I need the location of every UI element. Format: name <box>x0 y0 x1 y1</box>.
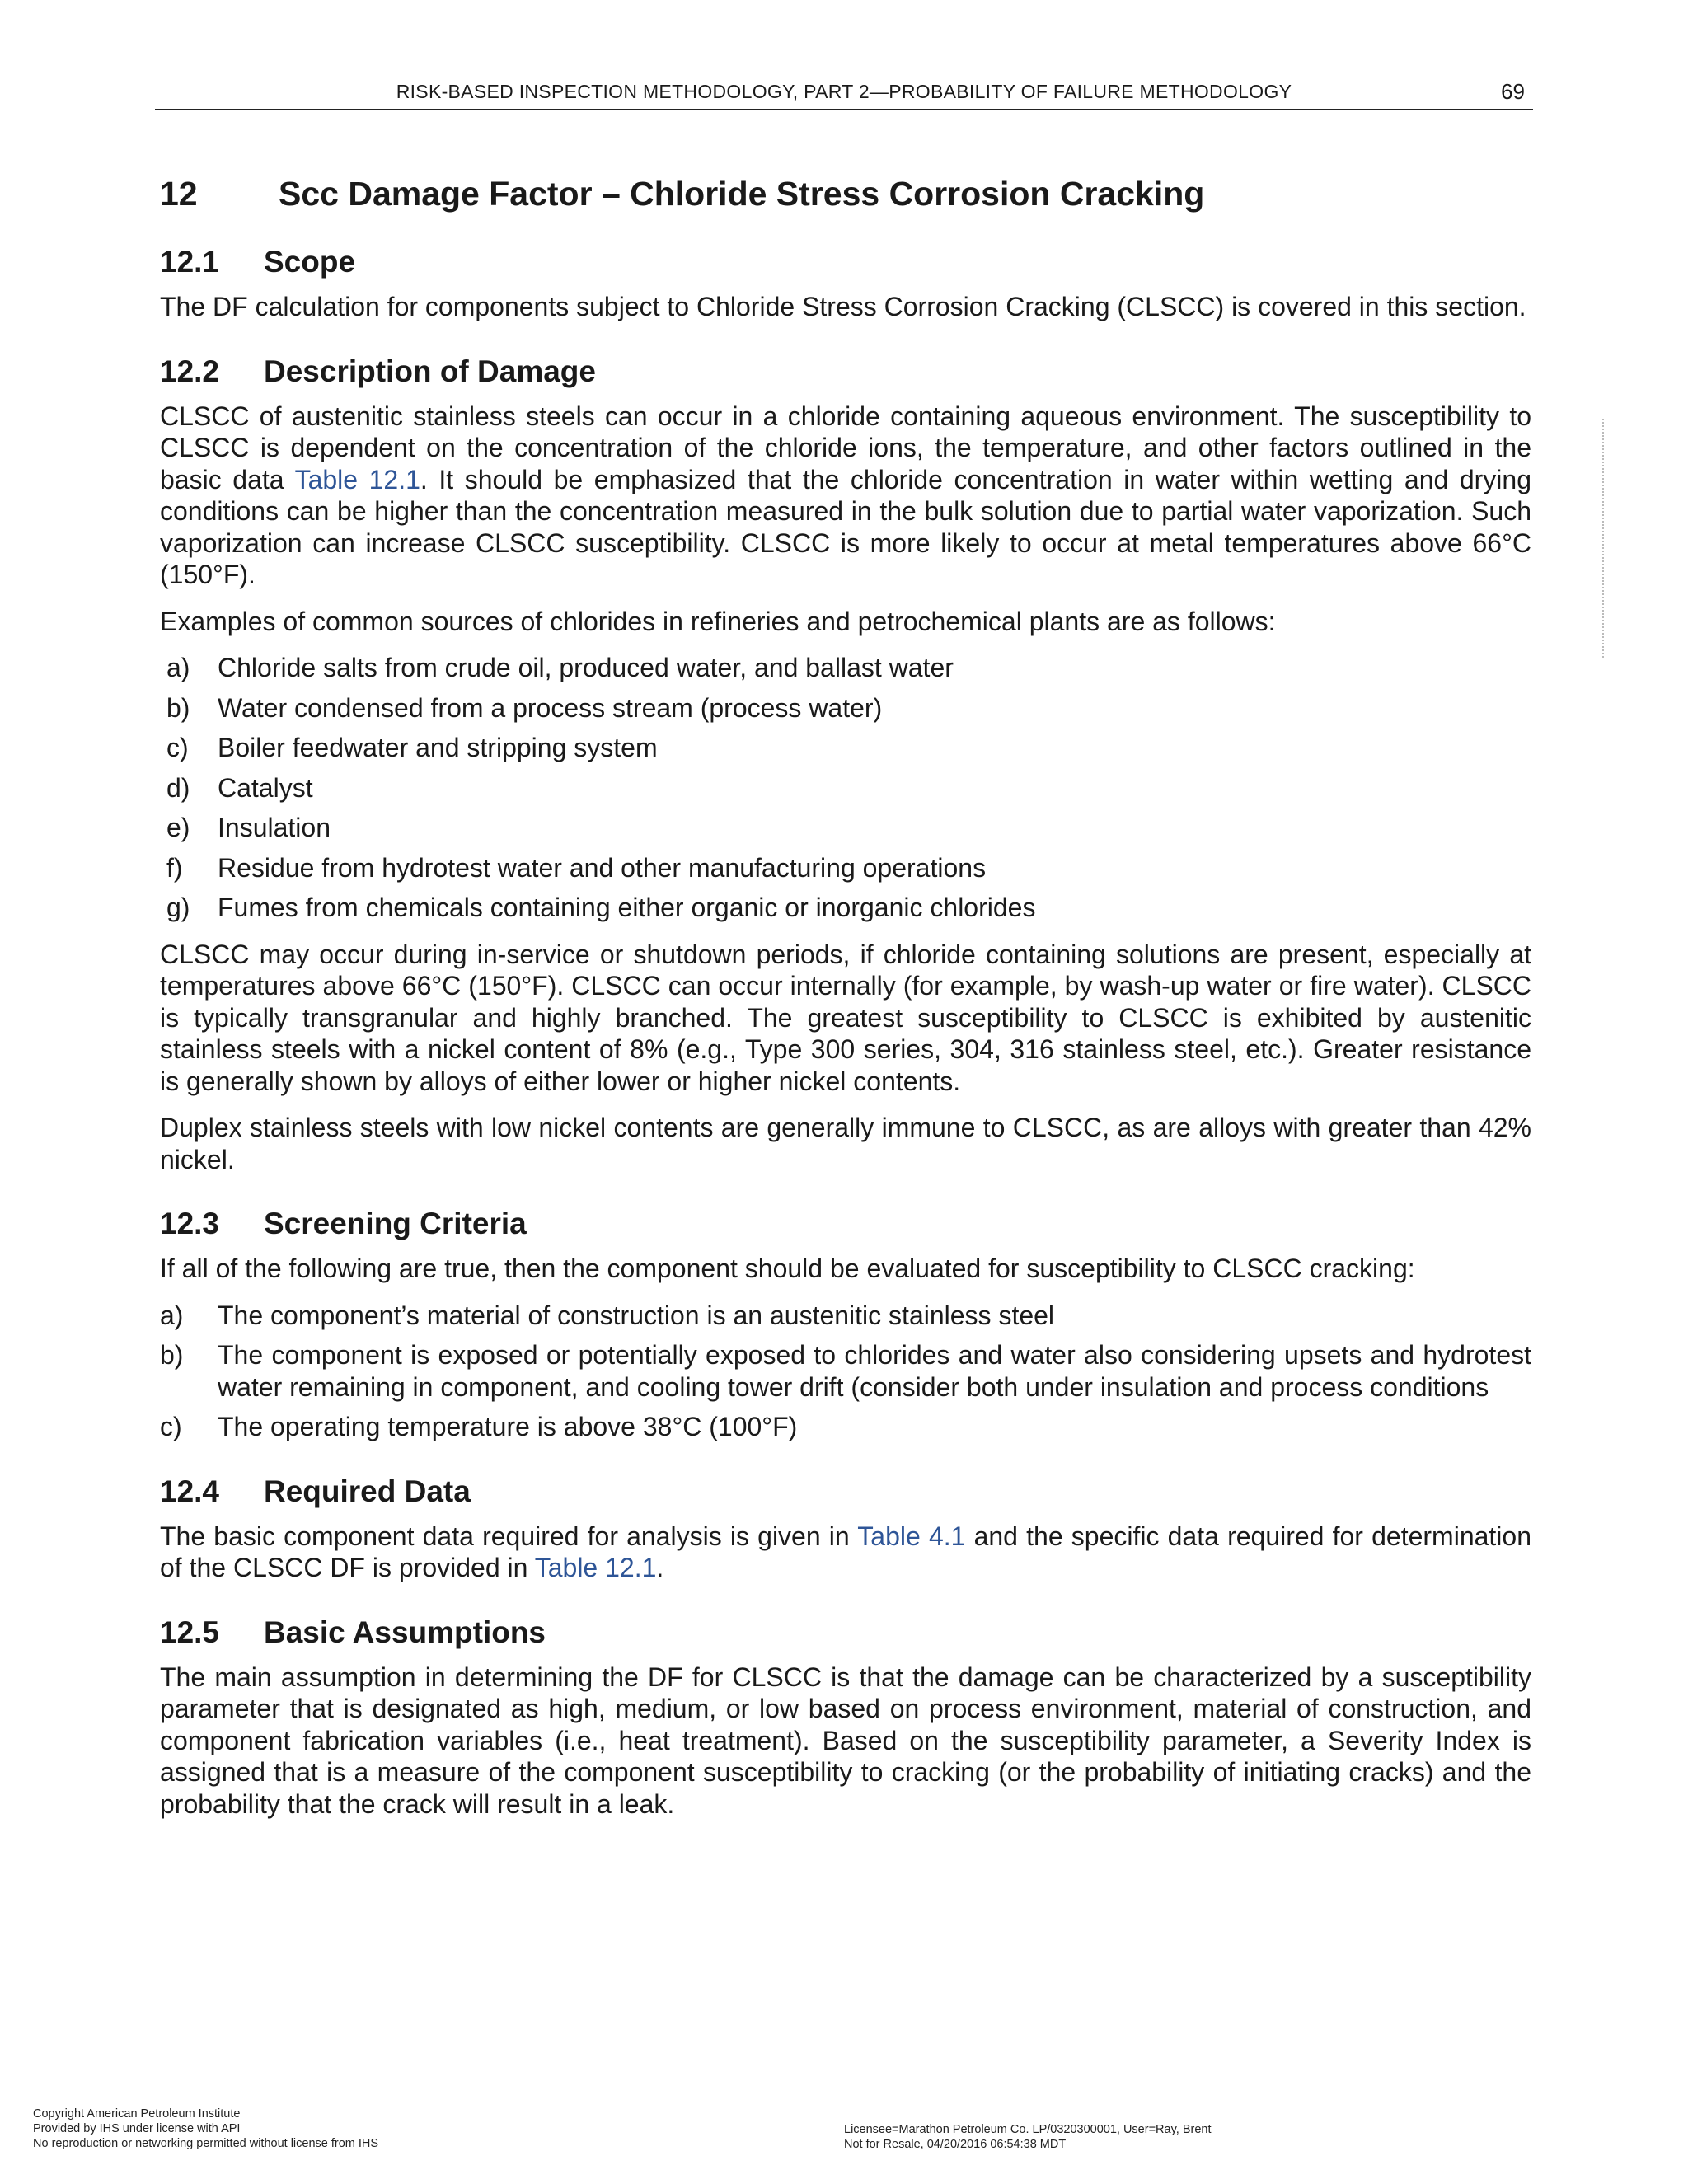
list-marker: b) <box>166 692 190 723</box>
screening-criteria-list <box>160 1300 1531 1443</box>
section-heading <box>160 1207 1531 1241</box>
paragraph: If all of the following are true, then the component should be evaluated for susceptibility to CLSCC cracking: <box>160 1254 1415 1283</box>
table-12-1-link[interactable]: Table 12.1 <box>534 1553 657 1582</box>
chapter-number: 12 <box>160 175 198 213</box>
section-heading <box>160 1474 1531 1509</box>
list-marker: f) <box>166 852 183 883</box>
list-item <box>160 652 1531 684</box>
paragraph: The DF calculation for components subject to Chloride Stress Corrosion Cracking (CLSCC) is covered in this section. <box>160 292 1526 321</box>
footer-license <box>844 2122 1211 2152</box>
list-item-text: The component is exposed or potentially exposed to chlorides and water also considering upsets and hydrotest water remaining in component, and cooling tower drift (consider both under insulation and process conditions <box>218 1340 1531 1402</box>
section-heading <box>160 1615 1531 1650</box>
list-marker: e) <box>166 813 190 842</box>
list-item-text: Boiler feedwater and stripping system <box>218 733 658 762</box>
footer-line: Not for Resale, 04/20/2016 06:54:38 MDT <box>844 2138 1067 2151</box>
footer-line: Licensee=Marathon Petroleum Co. LP/0320300001, User=Ray, Brent <box>844 2123 1212 2136</box>
list-item-text: Water condensed from a process stream (process water) <box>218 692 883 723</box>
list-item <box>160 812 1531 844</box>
section-number: 12.5 <box>160 1615 220 1649</box>
list-marker: d) <box>166 772 190 803</box>
paragraph: Examples of common sources of chlorides in refineries and petrochemical plants are as follows: <box>160 606 1276 636</box>
section-heading <box>160 245 1531 279</box>
section-number: 12.3 <box>160 1207 220 1240</box>
section-title: Basic Assumptions <box>264 1615 546 1649</box>
list-item <box>160 852 1531 884</box>
section-heading <box>160 354 1531 389</box>
section-number: 12.1 <box>160 245 220 279</box>
paragraph <box>160 1521 1531 1584</box>
section-title: Screening Criteria <box>264 1207 527 1240</box>
list-item <box>160 1300 1531 1332</box>
paragraph-text: . <box>656 1553 664 1582</box>
list-marker: c) <box>160 1412 182 1441</box>
list-marker: b) <box>160 1340 184 1370</box>
paragraph <box>160 401 1531 591</box>
section-scope <box>160 245 1531 323</box>
table-12-1-link[interactable]: Table 12.1 <box>294 464 420 494</box>
list-item-text: Residue from hydrotest water and other manufacturing operations <box>218 852 987 883</box>
page-number: 69 <box>1501 79 1525 104</box>
chloride-sources-list <box>160 652 1531 924</box>
list-marker: a) <box>166 653 190 682</box>
section-title: Required Data <box>264 1474 471 1508</box>
list-item <box>160 1411 1531 1443</box>
section-title: Description of Damage <box>264 354 596 388</box>
list-item-text: Fumes from chemicals containing either organic or inorganic chlorides <box>218 893 1036 922</box>
section-number: 12.4 <box>160 1474 220 1508</box>
chapter-title: Scc Damage Factor – Chloride Stress Corrosion Cracking <box>279 175 1205 213</box>
paragraph-text: and the specific data required for determination of the CLSCC DF is provided in <box>160 1521 1532 1582</box>
paragraph-text: The basic component data required for analysis is given in <box>160 1521 858 1551</box>
section-number: 12.2 <box>160 354 220 388</box>
running-title: RISK-BASED INSPECTION METHODOLOGY, PART 2—PROBABILITY OF FAILURE METHODOLOGY <box>396 81 1292 102</box>
section-title: Scope <box>264 245 356 279</box>
list-item <box>160 772 1531 804</box>
paragraph-text: CLSCC of austenitic stainless steels can occur in a chloride containing aqueous environment. The susceptibility to CLSCC is dependent on the concentration of the chloride ions, the temperature, and other factors outlined in the basic data <box>160 401 1531 494</box>
margin-change-bar <box>1602 419 1607 658</box>
footer-line: Copyright American Petroleum Institute <box>33 2107 241 2121</box>
list-item-text: The component’s material of construction is an austenitic stainless steel <box>218 1300 1055 1330</box>
table-4-1-link[interactable]: Table 4.1 <box>857 1521 966 1551</box>
list-item <box>160 732 1531 764</box>
list-marker: c) <box>166 733 189 762</box>
list-item <box>160 892 1531 924</box>
chapter-heading <box>160 175 1531 213</box>
section-basic-assumptions <box>160 1615 1531 1821</box>
list-item-text: Catalyst <box>218 772 313 803</box>
main-content <box>160 175 1531 1835</box>
running-header <box>155 76 1533 110</box>
list-item <box>160 692 1531 724</box>
paragraph: The main assumption in determining the DF for CLSCC is that the damage can be characterized by a susceptibility parameter that is designated as high, medium, or low based on process environment, material of construction, and component fabrication variables (i.e., heat treatment). Based on the susceptibility parameter, a Severity Index is assigned that is a measure of the component susceptibility to cracking (or the probability of initiating cracks) and the probability that the crack will result in a leak. <box>160 1661 1531 1819</box>
footer-copyright <box>33 2107 378 2151</box>
section-description-of-damage <box>160 354 1531 1176</box>
section-screening-criteria <box>160 1207 1531 1443</box>
list-marker: g) <box>166 893 190 922</box>
list-item-text: Chloride salts from crude oil, produced water, and ballast water <box>218 653 954 682</box>
footer-line: No reproduction or networking permitted without license from IHS <box>33 2137 379 2150</box>
paragraph-text: . It should be emphasized that the chloride concentration in water within wetting and drying conditions can be higher than the concentration measured in the bulk solution due to partial water vaporization. Such vaporization can increase CLSCC susceptibility. CLSCC is more likely to occur at metal temperatures above 66°C (150°F). <box>160 464 1532 589</box>
paragraph: Duplex stainless steels with low nickel contents are generally immune to CLSCC, as are alloys with greater than 42% nickel. <box>160 1113 1531 1174</box>
list-item <box>160 1339 1531 1403</box>
footer-line: Provided by IHS under license with API <box>33 2122 241 2135</box>
paragraph: CLSCC may occur during in-service or shutdown periods, if chloride containing solutions are present, especially at temperatures above 66°C (150°F). CLSCC can occur internally (for example, by wash-up water or fire water). CLSCC is typically transgranular and highly branched. The greatest susceptibility to CLSCC is exhibited by austenitic stainless steels with a nickel content of 8% (e.g., Type 300 series, 304, 316 stainless steel, etc.). Greater resistance is generally shown by alloys of either lower or higher nickel contents. <box>160 939 1531 1096</box>
list-item-text: The operating temperature is above 38°C (100°F) <box>218 1412 798 1441</box>
list-marker: a) <box>160 1300 184 1330</box>
list-item-text: Insulation <box>218 813 331 842</box>
section-required-data <box>160 1474 1531 1584</box>
